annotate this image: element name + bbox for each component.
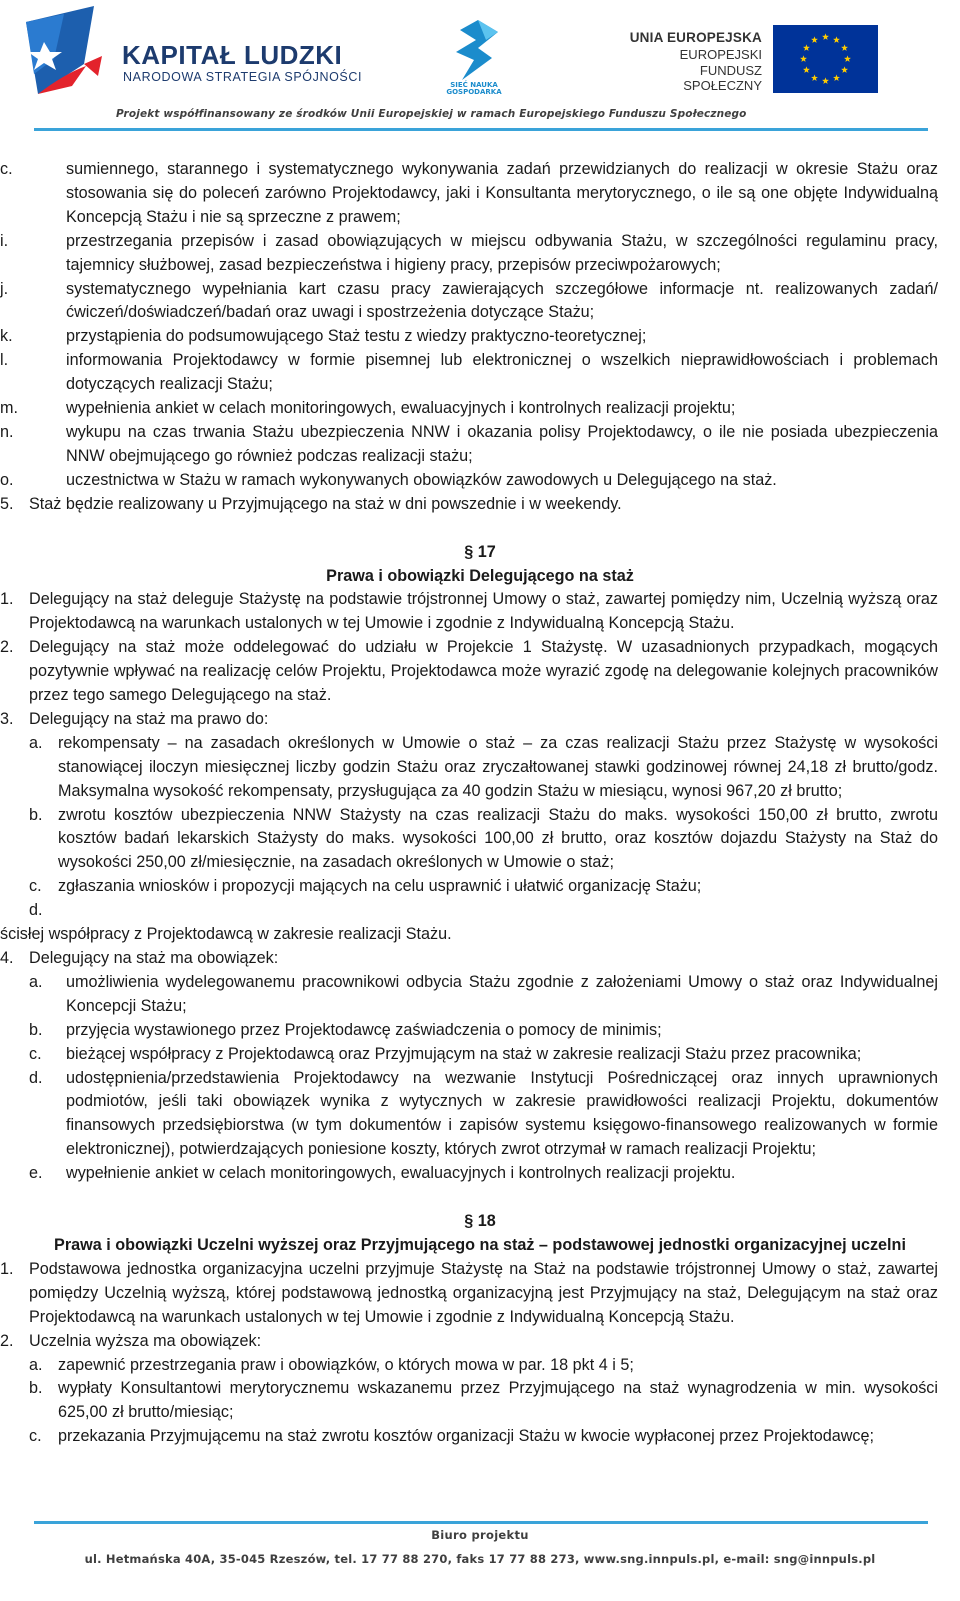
list-marker: a. bbox=[29, 1355, 43, 1374]
section-heading: § 17 bbox=[464, 542, 496, 561]
list-marker: c. bbox=[29, 1427, 42, 1446]
list-item-text: ścisłej współpracy z Projektodawcą w zakresie realizacji Stażu. bbox=[0, 925, 452, 944]
list-item bbox=[0, 230, 960, 278]
list-item bbox=[0, 899, 960, 923]
list-item bbox=[0, 421, 960, 469]
list-item-text bbox=[58, 899, 938, 923]
list-item bbox=[0, 1043, 960, 1067]
list-item-text: Staż będzie realizowany u Przyjmującego na staż w dni powszednie i w weekendy. bbox=[29, 494, 622, 513]
list-marker: c. bbox=[29, 1044, 42, 1063]
list-marker: i. bbox=[0, 231, 9, 250]
list-item-text: zapewnić przestrzegania praw i obowiązków, o których mowa w par. 18 pkt 4 i 5; bbox=[58, 1355, 634, 1374]
kapital-ludzki-logo bbox=[24, 4, 124, 96]
list-item-text: informowania Projektodawcy w formie pisemnej lub elektronicznej o wszelkich nieprawidłowościach i problemach dotyczących realizacji Stażu; bbox=[66, 351, 938, 394]
list-item bbox=[0, 1330, 960, 1354]
list-item-text: wykupu na czas trwania Stażu ubezpieczenia NNW i okazania polisy Projektodawcy, o ile nie posiada ubezpieczenia NNW obejmującego go również podczas realizacji stażu; bbox=[66, 422, 938, 465]
list-marker: 1. bbox=[0, 1259, 14, 1278]
list-item-text: Delegujący na staż ma obowiązek: bbox=[29, 949, 279, 967]
list-marker: 2. bbox=[0, 638, 14, 657]
list-item-text: umożliwienia wydelegowanemu pracownikowi odbycia Stażu zgodnie z założeniami Umowy o staż oraz Indywidualnej Koncepcji Stażu; bbox=[66, 972, 938, 1015]
list-marker: d. bbox=[29, 901, 43, 920]
list-item bbox=[0, 1162, 960, 1186]
header-divider bbox=[34, 128, 928, 131]
section-heading: § 18 bbox=[464, 1212, 496, 1231]
paragraph-gap bbox=[0, 517, 960, 541]
list-item-text: Uczelnia wyższa ma obowiązek: bbox=[29, 1331, 262, 1350]
section-heading: Prawa i obowiązki Delegującego na staż bbox=[326, 566, 634, 585]
list-item-text: bieżącej współpracy z Projektodawcą oraz Przyjmującym na staż w zakresie realizacji Stażu przez pracownika; bbox=[66, 1044, 862, 1063]
list-marker: c. bbox=[29, 877, 42, 896]
list-marker: l. bbox=[0, 351, 9, 370]
kapital-ludzki-subtitle: NARODOWA STRATEGIA SPÓJNOŚCI bbox=[123, 70, 363, 84]
list-marker: 1. bbox=[0, 590, 14, 609]
list-marker: 2. bbox=[0, 1331, 14, 1350]
list-item bbox=[0, 923, 960, 947]
eu-line-2: EUROPEJSKI bbox=[679, 47, 762, 62]
list-marker: b. bbox=[29, 805, 43, 824]
list-item bbox=[0, 158, 960, 230]
list-item bbox=[0, 588, 960, 636]
document-body bbox=[0, 158, 960, 1449]
list-marker: a. bbox=[29, 733, 43, 752]
list-item-text: Delegujący na staż deleguje Stażystę na podstawie trójstronnej Umowy o staż, zawartej pomiędzy nim, Uczelnią wyższą oraz Projektodawcą na warunkach ustalonych w tej Umowie i zgodnie z Indywidualną Koncepcją Stażu. bbox=[29, 590, 938, 633]
section-heading: Prawa i obowiązki Uczelni wyższej oraz Przyjmującego na staż – podstawowej jednostki organizacyjnej uczelni bbox=[54, 1235, 906, 1254]
eu-flag-icon bbox=[773, 25, 878, 93]
footer-office: Biuro projektu bbox=[431, 1528, 529, 1542]
list-item bbox=[0, 732, 960, 804]
eu-line-3: FUNDUSZ SPOŁECZNY bbox=[683, 63, 762, 93]
list-item-text: przestrzegania przepisów i zasad obowiązujących w miejscu odbywania Stażu, w szczególności regulaminu pracy, tajemnicy służbowej, zasad bezpieczeństwa i higieny pracy, przepisów przeciwpożarowych; bbox=[66, 231, 938, 274]
footer-divider bbox=[34, 1521, 928, 1524]
list-marker: m. bbox=[0, 399, 18, 418]
list-marker: j. bbox=[0, 279, 9, 298]
list-marker: 4. bbox=[0, 949, 14, 967]
eu-line-1: UNIA EUROPEJSKA bbox=[629, 30, 762, 45]
list-marker: k. bbox=[0, 327, 13, 346]
list-item bbox=[0, 708, 960, 732]
list-item bbox=[0, 278, 960, 326]
list-item bbox=[0, 804, 960, 876]
list-item bbox=[0, 397, 960, 421]
list-item bbox=[0, 1067, 960, 1163]
list-item-text: Podstawowa jednostka organizacyjna uczelni przyjmuje Stażystę na Staż na podstawie trójstronnej Umowy o staż, zawartej pomiędzy Uczelnią wyższą, której podstawową jednostką organizacyjną jest Przyjmujący na staż, Delegującym na staż oraz Projektodawcą na warunkach ustalonych w tej Umowie i zgodnie z Indywidualną Koncepcją Stażu. bbox=[29, 1259, 938, 1326]
list-item-text: uczestnictwa w Stażu w ramach wykonywanych obowiązków zawodowych u Delegującego na staż. bbox=[66, 470, 777, 489]
list-item-text: zwrotu kosztów ubezpieczenia NNW Stażysty na czas realizacji Stażu do maks. wysokości 150,00 zł brutto, zwrotu kosztów badań lekarskich Stażysty do maks. wysokości 100,00 zł brutto, oraz kosztów dojazdu Stażysty na Staż do wysokości 250,00 zł/miesięcznie, na zasadach określonych w Umowie o staż; bbox=[58, 805, 938, 872]
list-item bbox=[0, 349, 960, 397]
list-item-text: zgłaszania wniosków i propozycji mających na celu usprawnić i ułatwić organizację Stażu; bbox=[58, 877, 702, 896]
list-item-text: udostępnienia/przedstawienia Projektodawcy na wezwanie Instytucji Pośredniczącej oraz innych uprawnionych podmiotów, jeśli taki obowiązek wynika z wytycznych w zakresie prawidłowości realizacji Projektu, dokumentów finansowych przedsiębiorstwa (w tym dokumentów i zapisów systemu księgowo-finansowego realizowanych w formie elektronicznej), potwierdzających poniesione koszty, których zwrot otrzymał w ramach realizacji Projektu; bbox=[66, 1068, 938, 1159]
list-marker: b. bbox=[29, 1020, 43, 1039]
list-marker: a. bbox=[29, 972, 43, 991]
list-item bbox=[0, 1019, 960, 1043]
paragraph-gap bbox=[0, 1186, 960, 1210]
list-item bbox=[0, 636, 960, 708]
list-item bbox=[0, 469, 960, 493]
list-item-text: przyjęcia wystawionego przez Projektodawcę zaświadczenia o pomocy de minimis; bbox=[66, 1020, 662, 1039]
list-item bbox=[0, 971, 960, 1019]
list-marker: c. bbox=[0, 160, 13, 178]
list-item-text: wypłaty Konsultantowi merytorycznemu wskazanemu przez Przyjmującego na staż wynagrodzenia w min. wysokości 625,00 zł brutto/miesiąc; bbox=[58, 1379, 938, 1422]
list-marker: 5. bbox=[0, 494, 14, 513]
list-item bbox=[0, 1354, 960, 1378]
list-item-text: Delegujący na staż ma prawo do: bbox=[29, 709, 269, 728]
list-marker: n. bbox=[0, 422, 14, 441]
list-item bbox=[0, 947, 960, 971]
list-item bbox=[0, 325, 960, 349]
list-marker: b. bbox=[29, 1379, 43, 1398]
list-marker: 3. bbox=[0, 709, 14, 728]
footer-address: ul. Hetmańska 40A, 35-045 Rzeszów, tel. 17 77 88 270, faks 17 77 88 273, www.sng.innpuls.pl, e-mail: sng@innpuls.pl bbox=[84, 1552, 876, 1566]
list-item bbox=[0, 1377, 960, 1425]
list-item bbox=[0, 875, 960, 899]
list-item-text: wypełnienie ankiet w celach monitoringowych, ewaluacyjnych i kontrolnych realizacji projektu. bbox=[66, 1164, 736, 1183]
list-item-text: Delegujący na staż może oddelegować do udziału w Projekcie 1 Stażystę. W uzasadnionych przypadkach, mogących pozytywnie wpływać na realizację celów Projektu, Projektodawca może wyrazić zgodę na delegowanie kolejnych pracowników przez tego samego Delegującego na staż. bbox=[29, 638, 938, 705]
kapital-ludzki-title: KAPITAŁ LUDZKI bbox=[122, 40, 343, 70]
list-item-text: przekazania Przyjmującemu na staż zwrotu kosztów organizacji Stażu w kwocie wypłaconej przez Projektodawcę; bbox=[58, 1427, 875, 1446]
list-item bbox=[0, 493, 960, 517]
list-item bbox=[0, 1258, 960, 1330]
list-item-text: przystąpienia do podsumowującego Staż testu z wiedzy praktyczno-teoretycznej; bbox=[66, 327, 647, 346]
list-item bbox=[0, 1425, 960, 1449]
list-item-text: sumiennego, starannego i systematycznego wykonywania zadań przewidzianych do realizacji w okresie Stażu oraz stosowania się do poleceń zarówno Projektodawcy, jaki i Konsultanta merytorycznego, o ile są one objęte Indywidualną Koncepcją Stażu i nie są sprzeczne z prawem; bbox=[66, 160, 938, 226]
list-item-text: systematycznego wypełniania kart czasu pracy zawierających szczegółowe informacje nt. realizowanych zadań/ćwiczeń/doświadczeń/badań oraz uwagi i spostrzeżenia dotyczące Stażu; bbox=[66, 279, 938, 322]
list-marker: o. bbox=[0, 470, 14, 489]
eu-text-block bbox=[618, 30, 762, 93]
list-marker: d. bbox=[29, 1068, 43, 1087]
sng-logo-text: SIEĆ NAUKA GOSPODARKA bbox=[446, 81, 502, 96]
list-marker: e. bbox=[29, 1164, 43, 1183]
list-item-text: rekompensaty – na zasadach określonych w Umowie o staż – za czas realizacji Stażu przez Stażystę w wysokości stanowiącej iloczyn miesięcznej liczby godzin Stażu oraz zryczałtowanej stawki godzinowej równej 24,18 zł brutto/godz. Maksymalna wysokość rekompensaty, przysługująca za 40 godzin Stażu w miesiącu, wynosi 967,20 zł brutto; bbox=[58, 733, 938, 800]
header-tagline: Projekt współfinansowany ze środków Unii Europejskiej w ramach Europejskiego Funduszu Społecznego bbox=[116, 108, 747, 120]
page-header bbox=[0, 0, 960, 135]
list-item-text: wypełnienia ankiet w celach monitoringowych, ewaluacyjnych i kontrolnych realizacji projektu; bbox=[66, 399, 736, 418]
